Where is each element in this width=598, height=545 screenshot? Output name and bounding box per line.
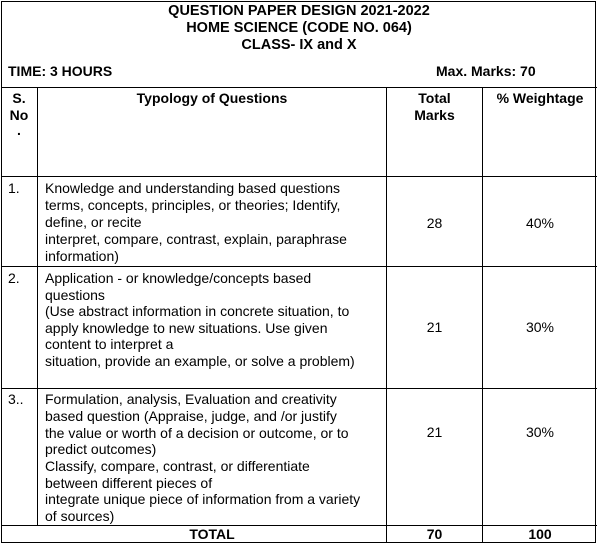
- row-text-line: based question (Appraise, judge, and /or justify: [45, 408, 337, 424]
- row-text-line: of sources): [45, 508, 115, 524]
- row-sno: 1.: [8, 180, 20, 196]
- row-text-line: Formulation, analysis, Evaluation and creativity: [45, 391, 337, 407]
- row-weightage: 40%: [525, 215, 555, 231]
- col-weightage: % Weightage: [496, 90, 584, 106]
- row-marks: 21: [426, 424, 443, 440]
- col-sno-line3: .: [17, 122, 21, 138]
- row-text-line: predict outcomes): [45, 441, 157, 457]
- row-text-line: define, or recite: [45, 214, 142, 230]
- row-sno: 2.: [8, 270, 20, 286]
- row-text-line: apply knowledge to new situations. Use given: [45, 320, 328, 336]
- row-text-line: questions: [45, 287, 105, 303]
- col-sno-line1: S.: [12, 90, 26, 106]
- total-marks: 70: [426, 526, 443, 542]
- document-title: QUESTION PAPER DESIGN 2021-2022: [168, 3, 430, 19]
- row-weightage: 30%: [525, 319, 555, 335]
- row-sno: 3..: [8, 391, 24, 407]
- row-text-line: Classify, compare, contrast, or differentiate: [45, 458, 310, 474]
- row-text-line: Application - or knowledge/concepts based: [45, 270, 312, 286]
- row-marks: 21: [426, 319, 443, 335]
- row-text-line: situation, provide an example, or solve a problem): [45, 353, 355, 369]
- row-divider: [1, 388, 597, 389]
- row-text-line: the value or worth of a decision or outcome, or to: [45, 425, 349, 441]
- row-text-line: content to interpret a: [45, 336, 174, 352]
- class-title: CLASS- IX and X: [241, 37, 357, 53]
- total-label: TOTAL: [189, 526, 235, 542]
- subject-title: HOME SCIENCE (CODE NO. 064): [186, 20, 412, 36]
- column-divider: [37, 87, 38, 525]
- row-text-line: Knowledge and understanding based questions: [45, 180, 341, 196]
- col-total-line1: Total: [418, 90, 451, 106]
- row-weightage: 30%: [525, 424, 555, 440]
- row-text-line: integrate unique piece of information from a variety: [45, 491, 361, 507]
- time-label: TIME: 3 HOURS: [8, 63, 113, 79]
- column-divider: [386, 87, 387, 543]
- col-total-line2: Marks: [414, 107, 455, 123]
- row-text-line: (Use abstract information in concrete situation, to: [45, 303, 350, 319]
- row-marks: 28: [426, 215, 443, 231]
- column-divider: [482, 87, 483, 543]
- total-weightage: 100: [528, 526, 552, 542]
- row-text-line: terms, concepts, principles, or theories; Identify,: [45, 197, 341, 213]
- row-text-line: interpret, compare, contrast, explain, paraphrase: [45, 231, 347, 247]
- column-header-divider: [1, 176, 597, 177]
- col-sno-line2: No: [9, 107, 29, 123]
- header-divider: [1, 87, 597, 88]
- row-divider: [1, 266, 597, 267]
- col-typology: Typology of Questions: [136, 90, 288, 106]
- row-text-line: between different pieces of: [45, 475, 213, 491]
- row-text-line: information): [45, 248, 119, 264]
- max-marks-label: Max. Marks: 70: [436, 63, 536, 79]
